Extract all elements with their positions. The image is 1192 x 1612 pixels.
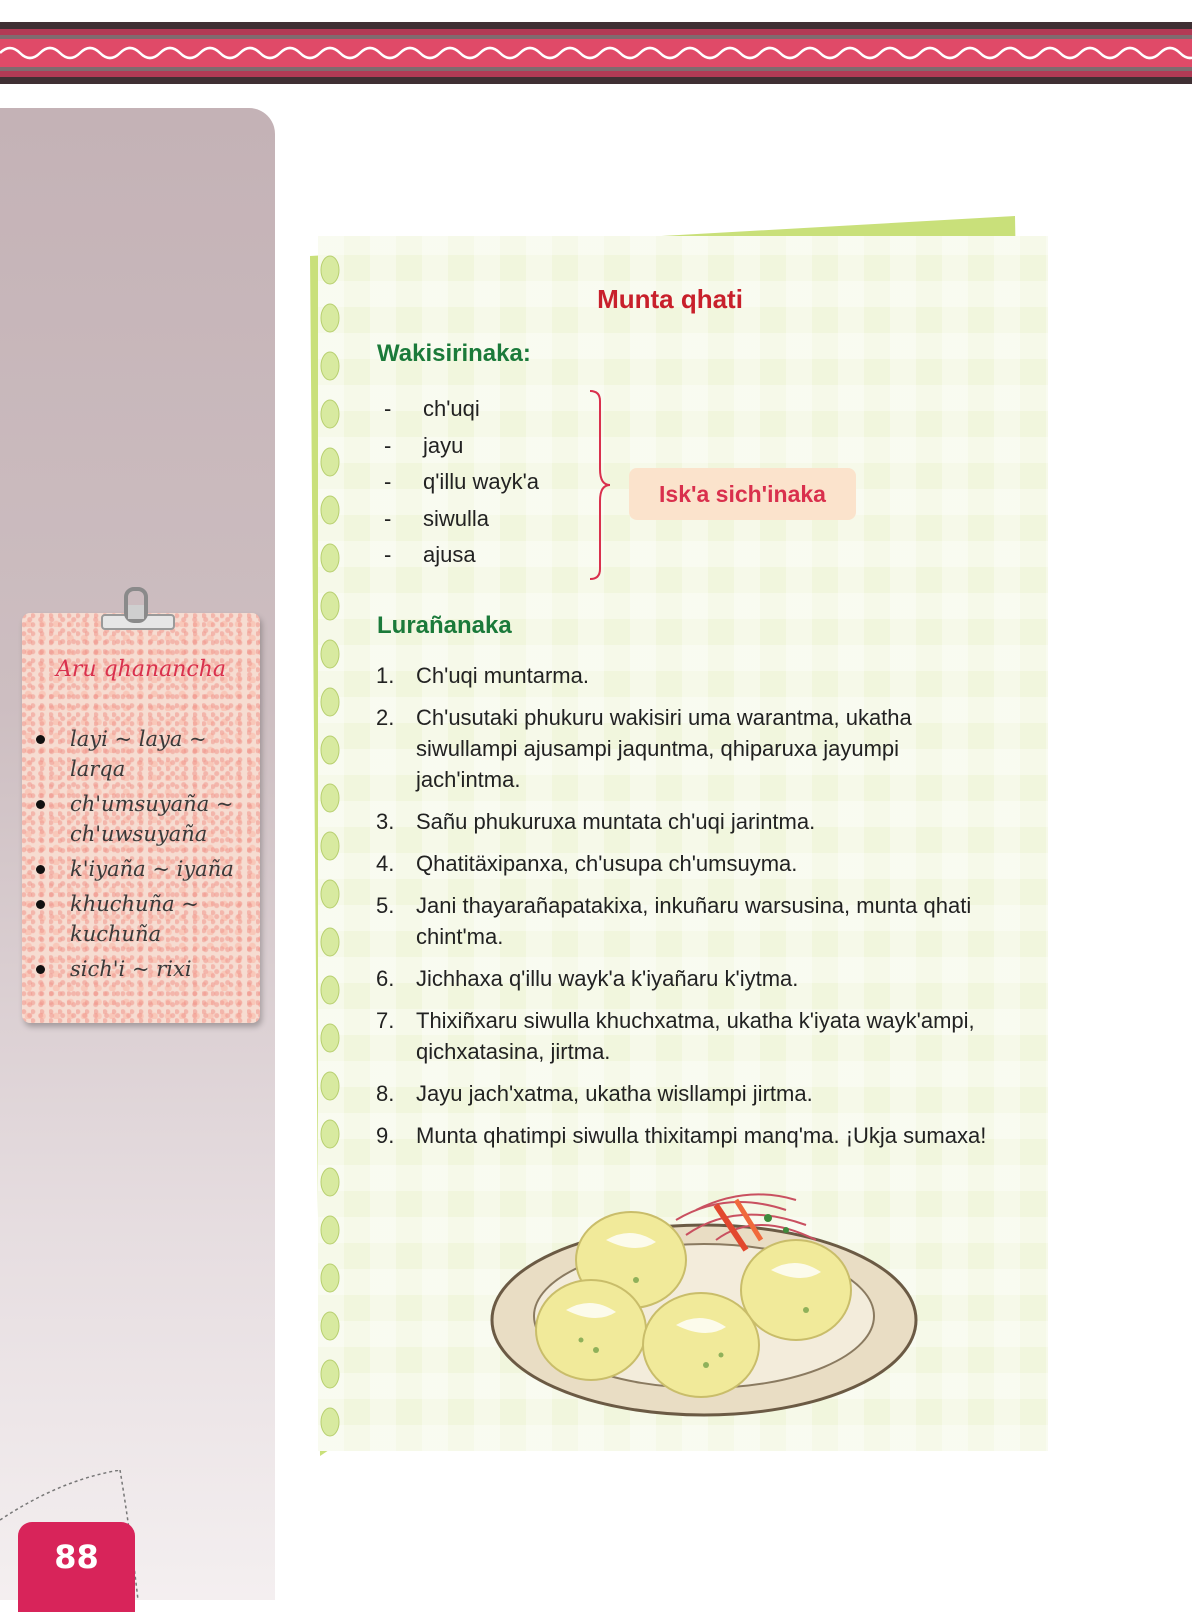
page-number: 88	[54, 1538, 99, 1576]
ingredient-item: - ajusa	[384, 537, 539, 574]
steps-list	[376, 660, 996, 1162]
steps-heading: Lurañanaka	[377, 612, 512, 639]
potato-dish-illustration	[486, 1180, 922, 1420]
step-text: Munta qhatimpi siwulla thixitampi manq'ma. ¡Ukja sumaxa!	[416, 1123, 987, 1148]
step-item	[376, 890, 996, 952]
step-text: Qhatitäxipanxa, ch'usupa ch'umsuyma.	[416, 851, 798, 876]
step-text: Ch'uqi muntarma.	[416, 663, 589, 688]
step-number: 9.	[376, 1123, 395, 1148]
step-number: 6.	[376, 966, 395, 991]
step-item	[376, 963, 996, 994]
note-word-list	[36, 724, 256, 989]
step-number: 8.	[376, 1081, 395, 1106]
step-number: 4.	[376, 851, 395, 876]
step-item	[376, 660, 996, 691]
note-item: k'iyaña ~ iyaña	[36, 854, 256, 884]
step-number: 1.	[376, 663, 395, 688]
step-item	[376, 848, 996, 879]
step-item	[376, 1005, 996, 1067]
spiral-binding	[300, 240, 350, 1450]
step-number: 7.	[376, 1008, 395, 1033]
note-item: sich'i ~ rixi	[36, 954, 256, 984]
note-item: khuchuña ~ kuchuña	[36, 889, 256, 949]
step-text: Jayu jach'xatma, ukatha wisllampi jirtma.	[416, 1081, 813, 1106]
note-item: ch'umsuyaña ~ ch'uwsuyaña	[36, 789, 256, 849]
ingredient-item: - siwulla	[384, 501, 539, 538]
step-item	[376, 1078, 996, 1109]
ingredients-list	[384, 391, 539, 574]
step-number: 3.	[376, 809, 395, 834]
clip-icon	[98, 581, 178, 641]
woven-border-band	[0, 22, 1192, 84]
step-text: Jichhaxa q'illu wayk'a k'iyañaru k'iytma.	[416, 966, 799, 991]
step-item	[376, 702, 996, 795]
step-number: 5.	[376, 893, 395, 918]
step-text: Thixiñxaru siwulla khuchxatma, ukatha k'iyata wayk'ampi, qichxatasina, jirtma.	[416, 1008, 975, 1064]
ingredient-item: - q'illu wayk'a	[384, 464, 539, 501]
note-title: Aru qhanancha	[56, 657, 226, 682]
ingredients-heading: Wakisirinaka:	[377, 340, 531, 367]
ingredient-item: - ch'uqi	[384, 391, 539, 428]
step-number: 2.	[376, 705, 395, 730]
recipe-title: Munta qhati	[597, 284, 743, 314]
step-item	[376, 1120, 996, 1151]
group-label-badge: Isk'a sich'inaka	[629, 468, 856, 520]
note-item: layi ~ laya ~ larqa	[36, 724, 256, 784]
curly-brace-icon	[588, 389, 616, 581]
step-item	[376, 806, 996, 837]
step-text: Jani thayarañapatakixa, inkuñaru warsusina, munta qhati chint'ma.	[416, 893, 972, 949]
step-text: Ch'usutaki phukuru wakisiri uma warantma, ukatha siwullampi ajusampi jaquntma, qhiparuxa jayumpi jach'intma.	[416, 705, 912, 792]
ingredient-item: - jayu	[384, 428, 539, 465]
step-text: Sañu phukuruxa muntata ch'uqi jarintma.	[416, 809, 816, 834]
